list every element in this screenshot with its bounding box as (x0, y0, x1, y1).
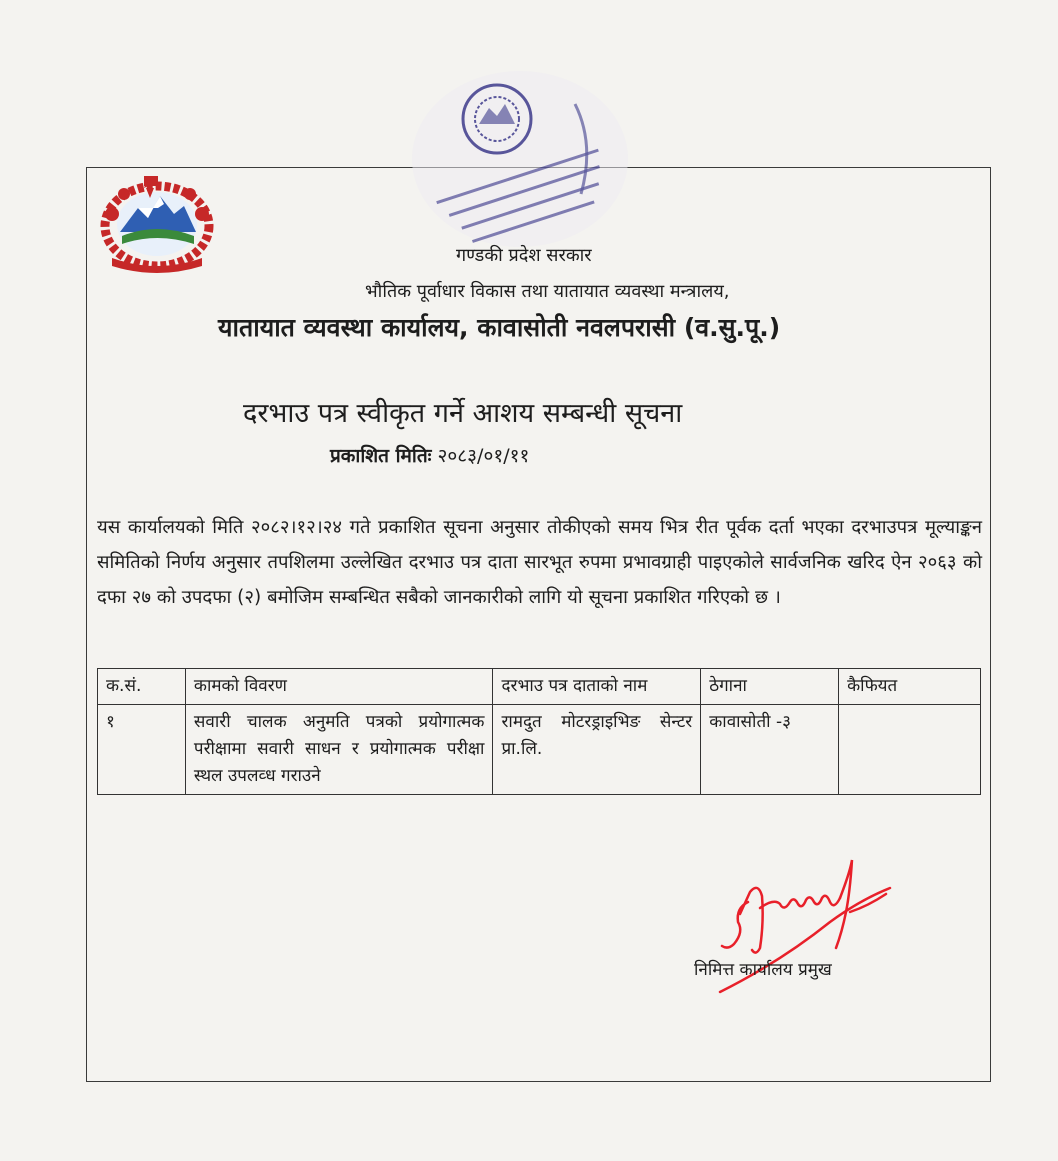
government-name: गण्डकी प्रदेश सरकार (456, 245, 592, 266)
nepal-emblem-icon (98, 174, 216, 276)
header-remarks: कैफियत (839, 669, 981, 705)
cell-work-description: सवारी चालक अनुमति पत्रको प्रयोगात्मक परीक्षामा सवारी साधन र प्रयोगात्मक परीक्षा स्थल उपलव्ध गराउने (185, 705, 493, 795)
office-seal-stamp (405, 64, 635, 254)
notice-title: दरभाउ पत्र स्वीकृत गर्ने आशय सम्बन्धी सूचना (243, 398, 683, 429)
bidder-table (97, 668, 981, 795)
header-bidder-name: दरभाउ पत्र दाताको नाम (493, 669, 701, 705)
ministry-name: भौतिक पूर्वाधार विकास तथा यातायात व्यवस्था मन्त्रालय, (365, 281, 730, 302)
table-header-row (98, 669, 981, 705)
handwritten-signature (700, 852, 895, 1017)
office-name: यातायात व्यवस्था कार्यालय, कावासोती नवलपरासी (व.सु.पू.) (218, 313, 781, 342)
cell-remarks (839, 705, 981, 795)
header-serial: क.सं. (98, 669, 186, 705)
signatory-title: निमित्त कार्यालय प्रमुख (694, 960, 832, 980)
published-date-label: प्रकाशित मितिः (330, 445, 432, 467)
header-address: ठेगाना (701, 669, 839, 705)
cell-serial: १ (98, 705, 186, 795)
table-row (98, 705, 981, 795)
published-date-value: २०८३/०१/११ (437, 445, 530, 467)
cell-bidder-name: रामदुत मोटरड्राइभिङ सेन्टर प्रा.लि. (493, 705, 701, 795)
cell-address: कावासोती -३ (701, 705, 839, 795)
header-work-description: कामको विवरण (185, 669, 493, 705)
published-date-line (330, 442, 529, 468)
notice-body: यस कार्यालयको मिति २०८२।१२।२४ गते प्रकाशित सूचना अनुसार तोकीएको समय भित्र रीत पूर्वक दर्ता भएका दरभाउपत्र मूल्याङ्कन समितिको निर्णय अनुसार तपशिलमा उल्लेखित दरभाउ पत्र दाता सारभूत रुपमा प्रभावग्राही पाइएकोले सार्वजनिक खरिद ऐन २०६३ को दफा २७ को उपदफा (२) बमोजिम सम्बन्धित सबैको जानकारीको लागि यो सूचना प्रकाशित गरिएको छ । (97, 517, 982, 608)
